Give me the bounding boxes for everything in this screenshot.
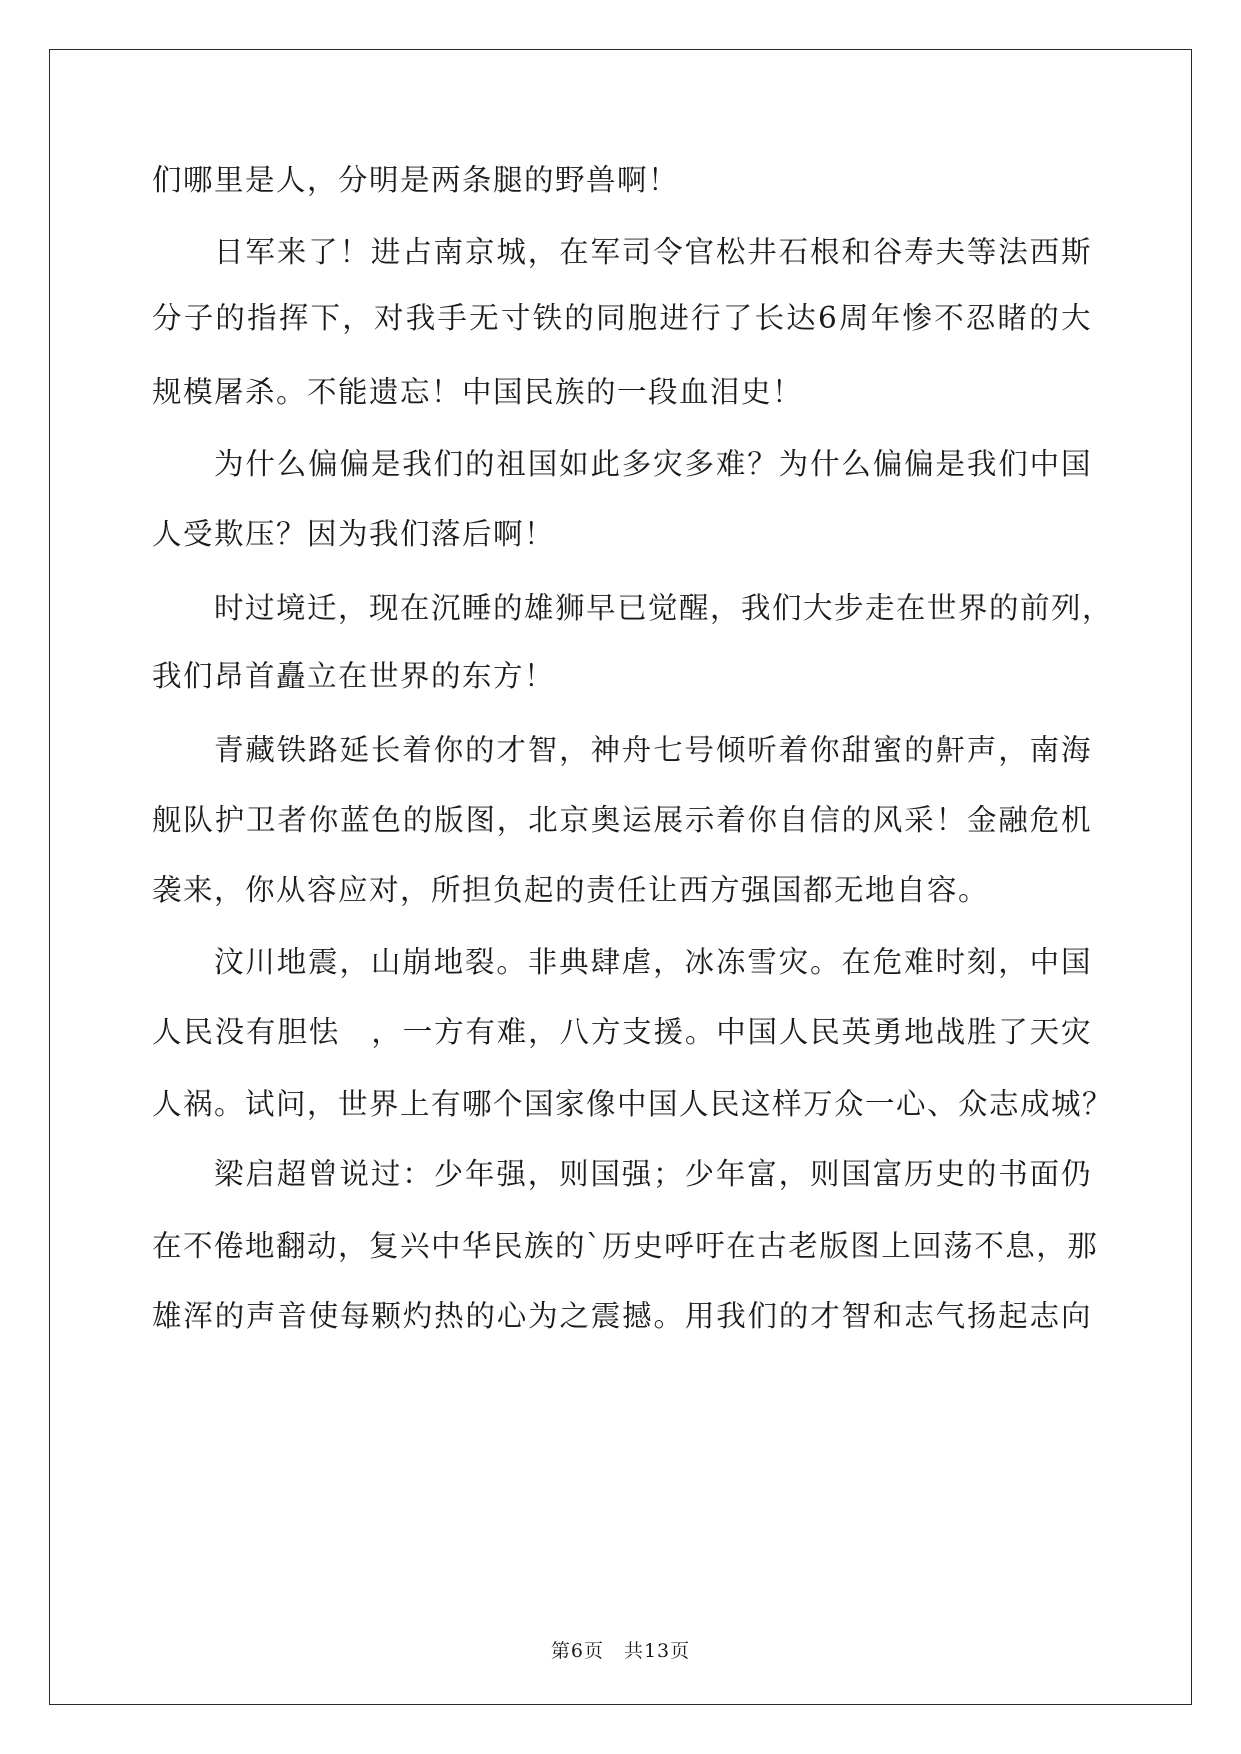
text-line: 时过境迁，现在沉睡的雄狮早已觉醒，我们大步走在世界的前列， — [214, 591, 1114, 625]
text-line: 梁启超曾说过：少年强，则国强；少年富，则国富历史的书面仍 — [214, 1157, 1092, 1191]
text-line: 袭来，你从容应对，所担负起的责任让西方强国都无地自容。 — [152, 873, 990, 907]
text-line: 人受欺压？因为我们落后啊！ — [152, 517, 556, 551]
text-line: 汶川地震，山崩地裂。非典肆虐，冰冻雪灾。在危难时刻，中国 — [214, 945, 1092, 979]
text-line: 舰队护卫者你蓝色的版图，北京奥运展示着你自信的风采！金融危机 — [152, 803, 1092, 837]
text-line: 人民没有胆怯 ，一方有难，八方支援。中国人民英勇地战胜了天灾 — [152, 1015, 1092, 1049]
text-line: 青藏铁路延长着你的才智，神舟七号倾听着你甜蜜的鼾声，南海 — [214, 733, 1092, 767]
page-number: 第6页 共13页 — [550, 1640, 691, 1662]
text-line: 为什么偏偏是我们的祖国如此多灾多难？为什么偏偏是我们中国 — [214, 447, 1092, 481]
text-line: 在不倦地翻动，复兴中华民族的`历史呼吁在古老版图上回荡不息，那 — [152, 1229, 1099, 1263]
text-line: 规模屠杀。不能遗忘！中国民族的一段血泪史！ — [152, 375, 804, 409]
text-line: 日军来了！进占南京城，在军司令官松井石根和谷寿夫等法西斯 — [214, 235, 1092, 269]
text-line: 人祸。试问，世界上有哪个国家像中国人民这样万众一心、众志成城？ — [152, 1087, 1114, 1121]
text-line: 我们昂首矗立在世界的东方！ — [152, 659, 556, 693]
text-line: 们哪里是人，分明是两条腿的野兽啊！ — [152, 163, 680, 197]
text-line: 分子的指挥下，对我手无寸铁的同胞进行了长达6周年惨不忍睹的大 — [152, 301, 1092, 335]
text-line: 雄浑的声音使每颗灼热的心为之震撼。用我们的才智和志气扬起志向 — [152, 1299, 1092, 1333]
